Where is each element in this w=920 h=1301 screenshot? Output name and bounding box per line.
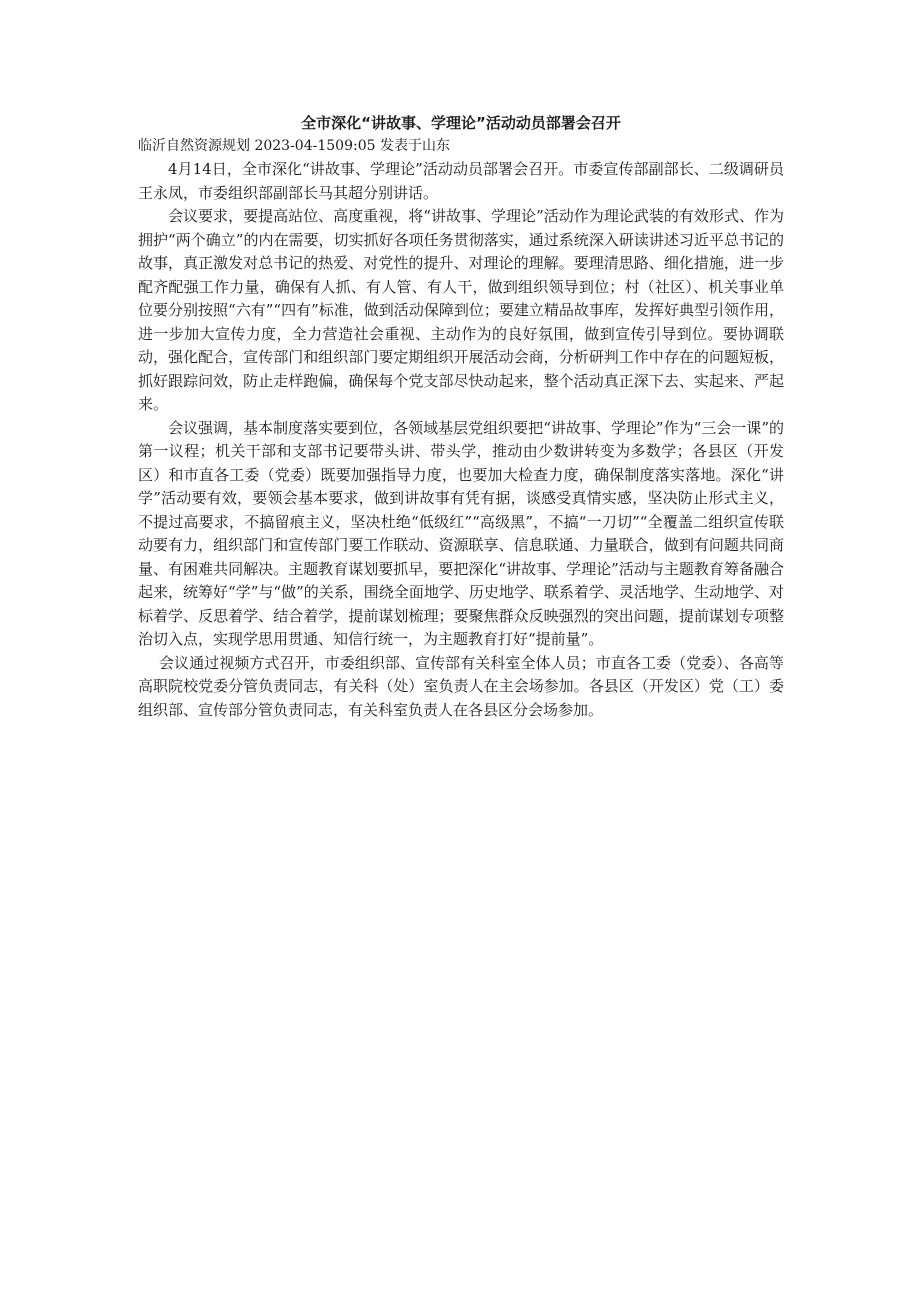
paragraph-4: 会议通过视频方式召开，市委组织部、宣传部有关科室全体人员；市直各工委（党委）、各高等高职院校党委分管负责同志，有关科（处）室负责人在主会场参加。各县区（开发区）党（工）委组织部、宣传部分管负责同志，有关科室负责人在各县区分会场参加。 (138, 653, 784, 719)
article-title: 全市深化“讲故事、学理论”活动动员部署会召开 (301, 114, 621, 132)
paragraph-3: 会议强调，基本制度落实要到位，各领域基层党组织要把“讲故事、学理论”作为“三会一课”的第一议程；机关干部和支部书记要带头讲、带头学，推动由少数讲转变为多数学；各县区（开发区）和市直各工委（党委）既要加强指导力度，也要加大检查力度，确保制度落实落地。深化“讲学”活动要有效，要领会基本要求，做到讲故事有凭有据，谈感受真情实感，坚决防止形式主义，不提过高要求，不搞留痕主义，坚决杜绝“低级红”“高级黑”，不搞“一刀切”“全覆盖二组织宣传联动要有力，组织部门和宣传部门要工作联动、资源联享、信息联通、力量联合，做到有问题共同商量、有困难共同解决。主题教育谋划要抓早，要把深化“讲故事、学理论”活动与主题教育筹备融合起来，统筹好“学”与“做”的关系，围绕全面地学、历史地学、联系着学、灵活地学、生动地学、对标着学、反思着学、结合着学，提前谋划梳理；要聚焦群众反映强烈的突出问题，提前谋划专项整治切入点，实现学思用贯通、知信行统一，为主题教育打好“提前量”。 (138, 418, 784, 648)
article (138, 112, 784, 722)
article-meta: 临沂自然资源规划 2023-04-1509:05 发表于山东 (138, 138, 450, 154)
paragraph-1: 4月14日，全市深化“讲故事、学理论”活动动员部署会召开。市委宣传部副部长、二级调研员王永凤，市委组织部副部长马其超分别讲话。 (138, 160, 784, 202)
paragraph-2: 会议要求，要提高站位、高度重视，将“讲故事、学理论”活动作为理论武装的有效形式、作为拥护“两个确立”的内在需要，切实抓好各项任务贯彻落实，通过系统深入研读讲述习近平总书记的故事，真正激发对总书记的热爱、对党性的提升、对理论的理解。要理清思路、细化措施，进一步配齐配强工作力量，确保有人抓、有人管、有人干，做到组织领导到位；村（社区）、机关事业单位要分别按照“六有”“四有”标准，做到活动保障到位；要建立精品故事库，发挥好典型引领作用，进一步加大宣传力度，全力营造社会重视、主动作为的良好氛围，做到宣传引导到位。要协调联动，强化配合，宣传部门和组织部门要定期组织开展活动会商，分析研判工作中存在的问题短板，抓好跟踪问效，防止走样跑偏，确保每个党支部尽快动起来，整个活动真正深下去、实起来、严起来。 (138, 207, 784, 413)
